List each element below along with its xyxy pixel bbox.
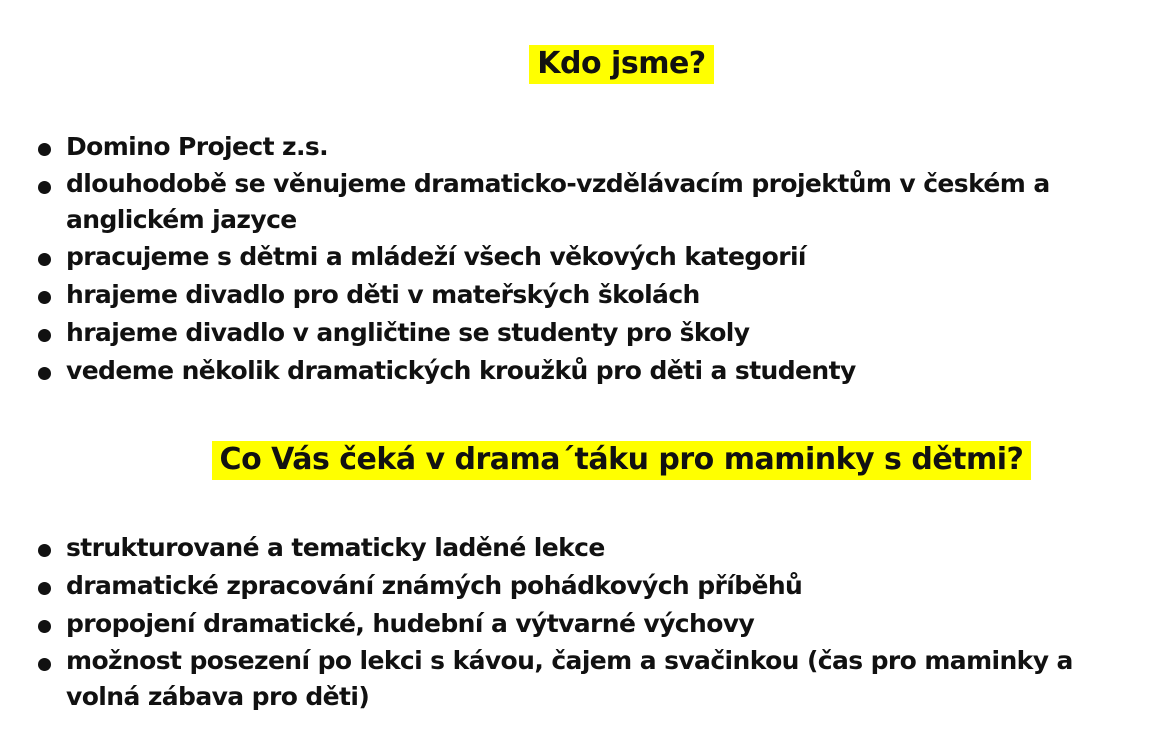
list-item (0, 276, 1120, 314)
bullet-icon (38, 658, 51, 671)
list-item-text: vedeme několik dramatických kroužků pro děti a studenty (66, 356, 856, 385)
bullet-icon (38, 367, 51, 380)
list-item-text: možnost posezení po lekci s kávou, čajem a svačinkou (čas pro maminky a volná zábava pro děti) (66, 646, 1073, 711)
list-item (0, 166, 1120, 238)
who-we-are-list (0, 128, 1120, 390)
list-item-text: dlouhodobě se věnujeme dramaticko-vzdělávacím projektům v českém a anglickém jazyce (66, 169, 1050, 234)
list-item (0, 128, 1120, 166)
bullet-icon (38, 181, 51, 194)
list-item-text: pracujeme s dětmi a mládeží všech věkových kategorií (66, 242, 806, 271)
list-item-text: strukturované a tematicky laděné lekce (66, 533, 605, 562)
list-item (0, 529, 1120, 567)
list-item-text: Domino Project z.s. (66, 132, 329, 161)
what-awaits-list (0, 529, 1120, 715)
section-heading-what-awaits (0, 440, 1163, 480)
list-item (0, 567, 1120, 605)
bullet-icon (38, 329, 51, 342)
bullet-icon (38, 582, 51, 595)
list-item-text: hrajeme divadlo pro děti v mateřských školách (66, 280, 700, 309)
list-item (0, 605, 1120, 643)
bullet-icon (38, 544, 51, 557)
bullet-icon (38, 253, 51, 266)
list-item (0, 238, 1120, 276)
bullet-icon (38, 291, 51, 304)
heading-text: Kdo jsme? (529, 45, 713, 84)
heading-text: Co Vás čeká v drama´táku pro maminky s dětmi? (212, 441, 1032, 480)
section-heading-who-we-are (0, 44, 1163, 84)
list-item (0, 352, 1120, 390)
list-item-text: dramatické zpracování známých pohádkových příběhů (66, 571, 803, 600)
list-item-text: hrajeme divadlo v angličtine se studenty pro školy (66, 318, 750, 347)
list-item (0, 643, 1120, 715)
list-item (0, 314, 1120, 352)
bullet-icon (38, 143, 51, 156)
bullet-icon (38, 620, 51, 633)
list-item-text: propojení dramatické, hudební a výtvarné výchovy (66, 609, 755, 638)
